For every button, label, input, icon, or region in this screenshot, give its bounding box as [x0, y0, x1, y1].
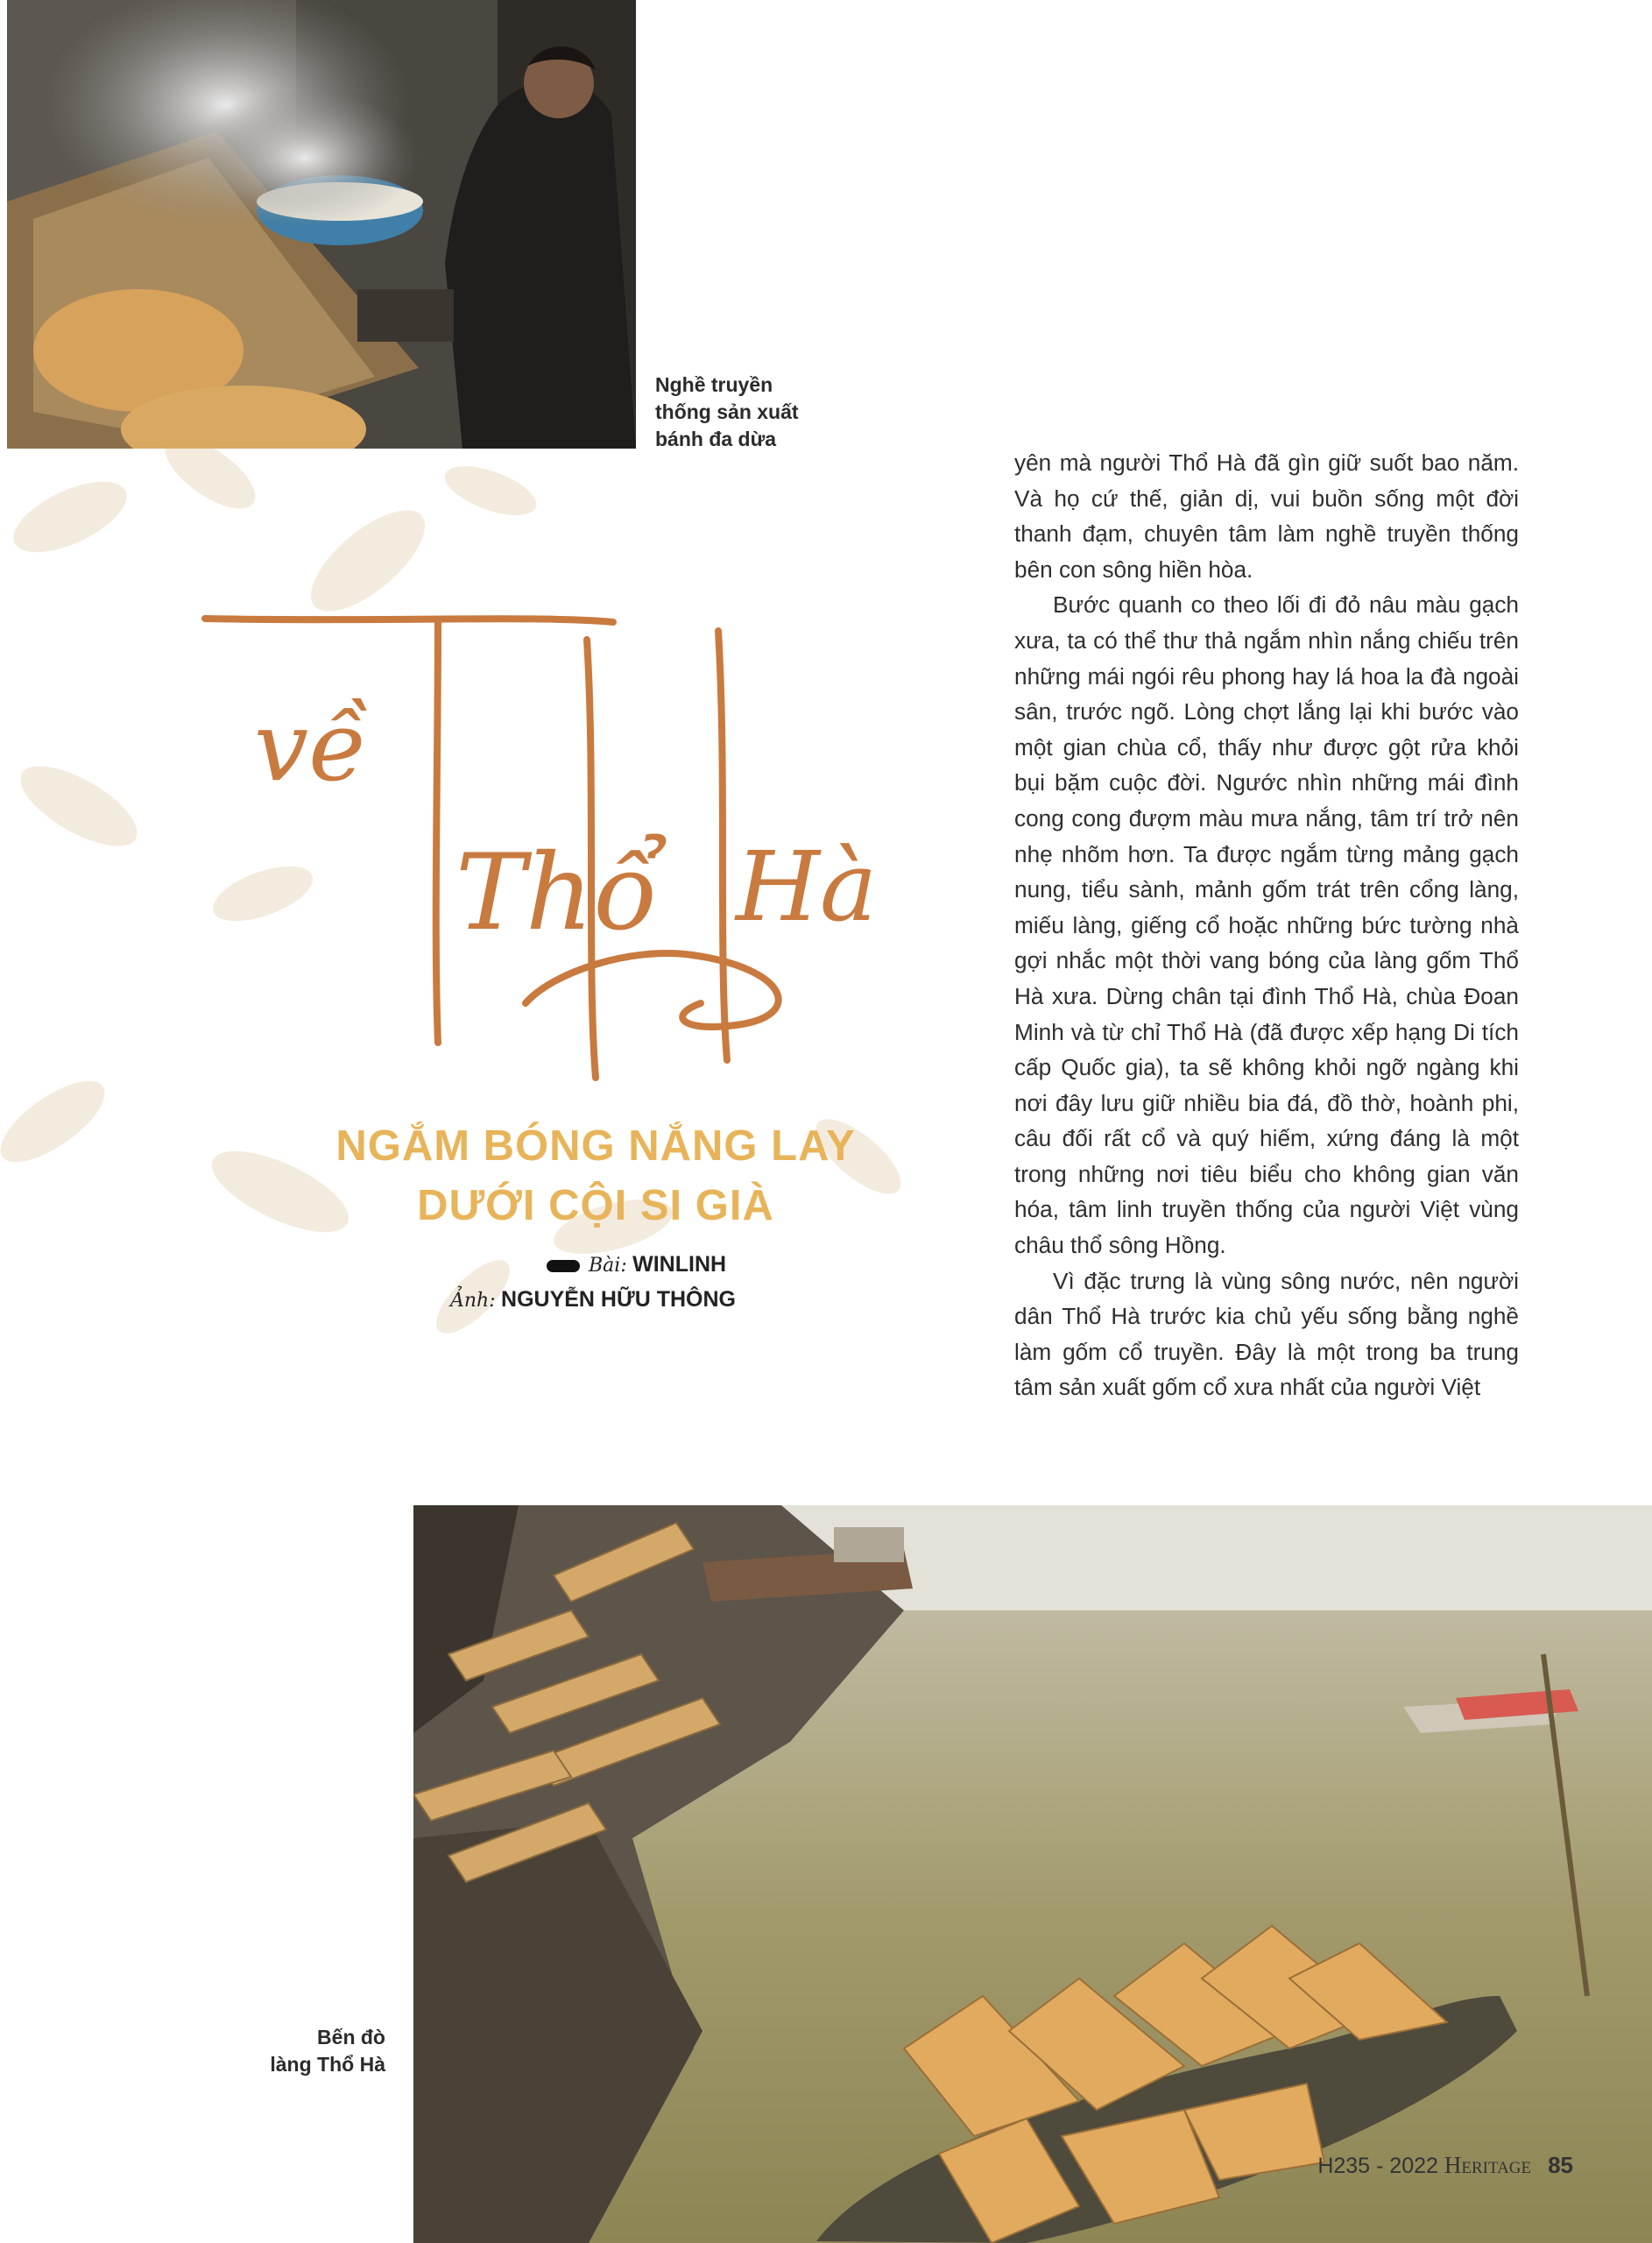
credit-label: Bài: [589, 1255, 627, 1277]
magazine-name: Heritage [1444, 2152, 1532, 2178]
subtitle-line-1: NGẮM BÓNG NẮNG LAY [335, 1122, 856, 1170]
paragraph: Vì đặc trưng là vùng sông nước, nên người dân Thổ Hà trước kia chủ yếu sống bằng nghề làm gốm cổ truyền. Đây là một trong ba trung tâm sản xuất gốm cổ xưa nhất của người Việt [1014, 1267, 1519, 1401]
caption-top-photo [655, 371, 857, 453]
pen-icon [547, 1260, 580, 1272]
credit-name: WINLINH [632, 1252, 727, 1277]
script-word-ha: Hà [736, 831, 878, 943]
credit-author [547, 1251, 726, 1279]
caption-line: thống sản xuất [655, 400, 799, 423]
credit-photographer [450, 1286, 736, 1314]
caption-line: làng Thổ Hà [270, 2053, 385, 2076]
caption-line: Bến đò [317, 2026, 385, 2048]
script-title [175, 605, 928, 1095]
paragraph: yên mà người Thổ Hà đã gìn giữ suốt bao năm. Và họ cứ thế, giản dị, vui buồn sống một đời thanh đạm, chuyên tâm làm nghề truyền thống bên con sông hiền hòa. [1014, 449, 1519, 583]
page-number: 85 [1548, 2152, 1573, 2178]
page-footer [1317, 2152, 1573, 2179]
article-body [1014, 445, 1519, 1405]
caption-bottom-photo [219, 2024, 385, 2078]
subtitle-line-2: DƯỚI CỘI SI GIÀ [417, 1182, 774, 1229]
credit-name: NGUYỄN HỮU THÔNG [501, 1287, 736, 1312]
script-word-ve: về [254, 690, 368, 803]
issue-number: H235 - 2022 [1317, 2154, 1438, 2178]
photo-ferry-wharf [413, 1505, 1652, 2243]
photo-rice-cake-making [7, 0, 636, 449]
credit-label: Ảnh: [450, 1290, 496, 1312]
caption-line: Nghề truyền [655, 373, 773, 396]
caption-line: bánh đa dừa [655, 428, 777, 450]
paragraph: Bước quanh co theo lối đi đỏ nâu màu gạch xưa, ta có thể thư thả ngắm nhìn nắng chiếu trên những mái ngói rêu phong hay lá hoa la đà ngoài sân, trước ngõ. Lòng chợt lắng lại khi bước vào một gian chùa cổ, thấy như được gột rửa khỏi bụi bặm cuộc đời. Ngước nhìn những mái đình cong cong đượm màu mưa nắng, tâm trí trở nên nhẹ nhõm hơn. Ta được ngắm từng mảng gạch nung, tiểu sành, mảnh gốm trát trên cổng làng, miếu làng, giếng cổ hoặc những bức tường nhà gợi nhắc một thời vang bóng của làng gốm Thổ Hà xưa. Dừng chân tại đình Thổ Hà, chùa Đoan Minh và từ chỉ Thổ Hà (đã được xếp hạng Di tích cấp Quốc gia), ta sẽ không khỏi ngỡ ngàng khi nơi đây lưu giữ nhiều bia đá, đồ thờ, hoành phi, câu đối rất cổ và quý hiếm, xứng đáng là một trong những nơi tiêu biểu cho không gian văn hóa, tâm linh truyền thống của người Việt vùng châu thổ sông Hồng. [1014, 591, 1519, 1259]
script-word-tho: Thổ [455, 832, 658, 954]
